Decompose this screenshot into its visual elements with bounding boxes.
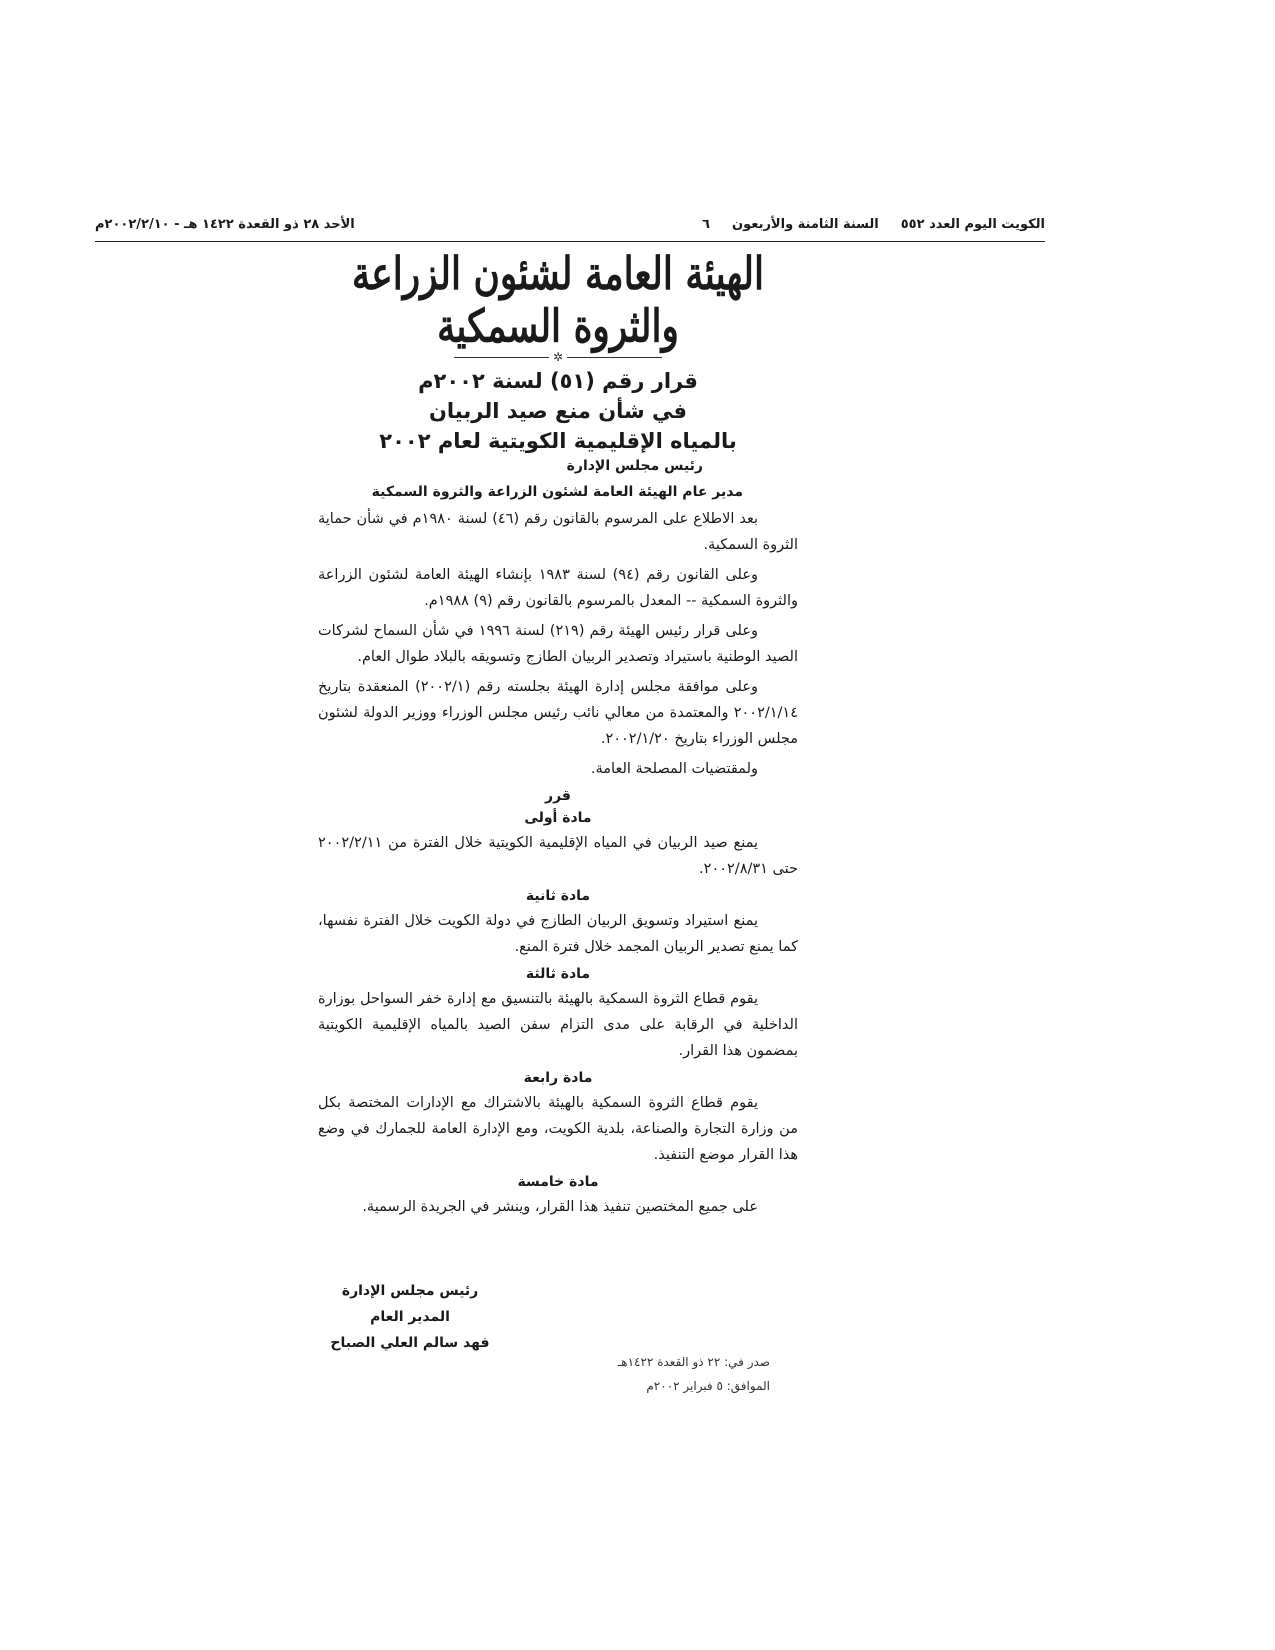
signature-block: [330, 1278, 490, 1356]
article-text: يمنع استيراد وتسويق الربيان الطازج في دولة الكويت خلال الفترة نفسها، كما يمنع تصدير الربيان المجمد خلال فترة المنع.: [318, 913, 798, 955]
divider-line: [454, 357, 549, 358]
article-heading: مادة رابعة: [523, 1070, 593, 1086]
decree-subject: في شأن منع صيد الربيان: [428, 399, 688, 423]
article-heading: مادة خامسة: [517, 1174, 599, 1190]
signatory-title: المدير العام: [370, 1309, 450, 1325]
preamble-paragraph: وعلى قرار رئيس الهيئة رقم (٢١٩) لسنة ١٩٩٦ في شأن السماح لشركات الصيد الوطنية باستيراد وتصدير الربيان الطازج وتسويقه بالبلاد طوال العام.: [318, 623, 798, 665]
issue-date: الأحد ٢٨ ذو القعدة ١٤٢٢ هـ - ٢٠٠٢/٢/١٠م: [95, 217, 355, 232]
decree-column: [318, 247, 798, 1224]
issue-number: الكويت اليوم العدد ٥٥٢: [900, 217, 1045, 232]
ornament-icon: ✲: [552, 350, 564, 364]
issue-info: [680, 217, 1045, 232]
decree-subject-cont: بالمياه الإقليمية الكويتية لعام ٢٠٠٢: [379, 429, 737, 453]
issuer-director: مدير عام الهيئة العامة لشئون الزراعة والثروة السمكية: [371, 484, 743, 500]
article-text: يمنع صيد الربيان في المياه الإقليمية الكويتية خلال الفترة من ٢٠٠٢/٢/١١ حتى ٢٠٠٢/٨/٣١.: [318, 835, 798, 877]
issue-note: [600, 1350, 770, 1398]
article-text: يقوم قطاع الثروة السمكية بالهيئة بالاشتراك مع الإدارات المختصة بكل من وزارة التجارة والصناعة، بلدية الكويت، ومع الإدارة العامة للجمارك في وضع هذا القرار موضع التنفيذ.: [318, 1095, 798, 1163]
preamble-paragraph: ولمقتضيات المصلحة العامة.: [590, 761, 758, 777]
signatory-name: فهد سالم العلي الصباح: [330, 1335, 490, 1351]
issuer-chair: رئيس مجلس الإدارة: [566, 458, 703, 474]
preamble-paragraph: وعلى القانون رقم (٩٤) لسنة ١٩٨٣ بإنشاء الهيئة العامة لشئون الزراعة والثروة السمكية -- المعدل بالمرسوم بالقانون رقم (٩) ١٩٨٨م.: [318, 567, 798, 609]
article-heading: مادة أولى: [524, 810, 592, 826]
preamble-paragraph: بعد الاطلاع على المرسوم بالقانون رقم (٤٦) لسنة ١٩٨٠م في شأن حماية الثروة السمكية.: [318, 511, 798, 553]
page-number: ٦: [702, 217, 710, 232]
divider-line: [567, 357, 662, 358]
issue-year: السنة الثامنة والأربعون: [731, 217, 879, 232]
article-heading: مادة ثانية: [525, 888, 591, 904]
article-heading: مادة ثالثة: [525, 966, 591, 982]
decree-title: قرار رقم (٥١) لسنة ٢٠٠٢م: [418, 369, 698, 393]
preamble-paragraph: وعلى موافقة مجلس إدارة الهيئة بجلسته رقم (٢٠٠٢/١) المنعقدة بتاريخ ٢٠٠٢/١/١٤ والمعتمدة من معالي نائب رئيس مجلس الوزراء ووزير الدولة لشئون مجلس الوزراء بتاريخ ٢٠٠٢/١/٢٠.: [318, 679, 798, 747]
signatory-title: رئيس مجلس الإدارة: [341, 1283, 479, 1299]
decided-heading: قرر: [545, 788, 571, 804]
article-text: يقوم قطاع الثروة السمكية بالهيئة بالتنسيق مع إدارة خفر السواحل بوزارة الداخلية في الرقابة على مدى التزام سفن الصيد بالمياه الإقليمية الكويتية بمضمون هذا القرار.: [318, 991, 798, 1059]
issued-hijri-date: صدر في: ٢٢ ذو القعدة ١٤٢٢هـ: [617, 1355, 770, 1369]
issued-gregorian-date: الموافق: ٥ فبراير ٢٠٠٢م: [646, 1379, 770, 1393]
article-text: على جميع المختصين تنفيذ هذا القرار، وينشر في الجريدة الرسمية.: [362, 1199, 758, 1215]
authority-name: الهيئة العامة لشئون الزراعة والثروة السمكية: [351, 247, 765, 353]
gazette-header: [95, 213, 1045, 242]
